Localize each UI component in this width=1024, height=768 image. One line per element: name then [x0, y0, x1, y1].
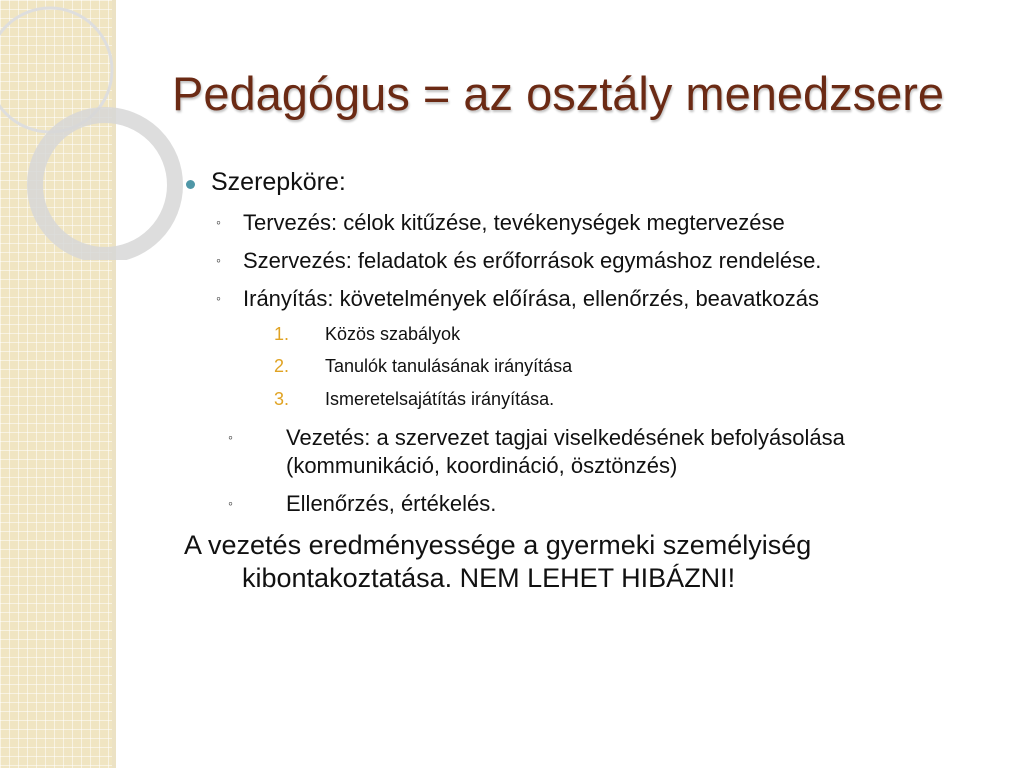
level2-item-tervezes: Tervezés: célok kitűzése, tevékenységek megtervezése	[243, 210, 785, 235]
level2-item-vezetes-cont: (kommunikáció, koordináció, ösztönzés)	[286, 453, 678, 478]
numbered-item: Tanulók tanulásának irányítása	[325, 356, 573, 376]
ring-thick	[35, 115, 175, 255]
list-number: 1.	[274, 324, 290, 344]
bullet-dot-icon	[186, 180, 195, 189]
numbered-item: Ismeretelsajátítás irányítása.	[325, 389, 555, 409]
level2-item-vezetes: Vezetés: a szervezet tagjai viselkedésének befolyásolása	[286, 425, 845, 450]
slide-title: Pedagógus = az osztály menedzsere	[172, 67, 945, 120]
decorative-rings	[0, 0, 200, 260]
numbered-item: Közös szabályok	[325, 324, 461, 344]
ring-bullet-icon: ◦	[228, 495, 233, 511]
list-number: 2.	[274, 356, 290, 376]
level2-item-iranyitas: Irányítás: követelmények előírása, ellenőrzés, beavatkozás	[243, 286, 819, 311]
ring-bullet-icon: ◦	[228, 429, 233, 445]
level2-item-ellenorzes: Ellenőrzés, értékelés.	[286, 491, 497, 516]
level1-item: Szerepköre:	[211, 168, 346, 196]
list-number: 3.	[274, 389, 290, 409]
ring-bullet-icon: ◦	[216, 252, 221, 268]
closing-statement: A vezetés eredményessége a gyermeki személyiség	[184, 530, 812, 560]
ring-bullet-icon: ◦	[216, 214, 221, 230]
level2-item-szervezes: Szervezés: feladatok és erőforrások egymáshoz rendelése.	[243, 248, 822, 273]
closing-statement-cont: kibontakoztatása. NEM LEHET HIBÁZNI!	[242, 563, 736, 593]
ring-bullet-icon: ◦	[216, 290, 221, 306]
